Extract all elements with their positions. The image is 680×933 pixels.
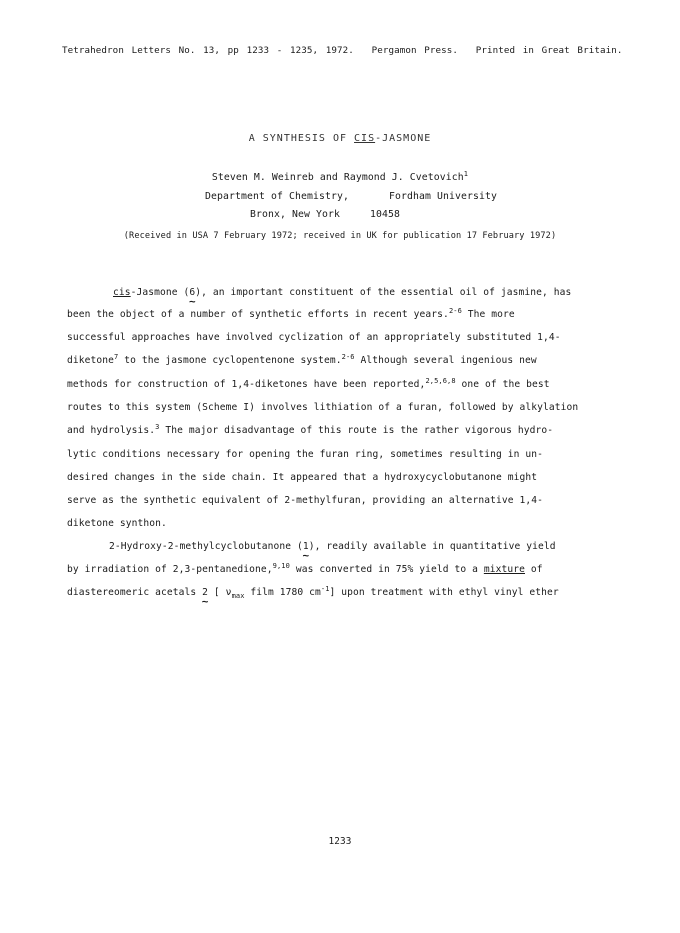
journal-citation: Tetrahedron Letters No. 13, pp 1233 - 1235, 1972. [62,45,354,56]
paragraph-line: routes to this system (Scheme I) involves lithiation of a furan, followed by alkylation [67,402,579,413]
paragraph-line: diketone$^7$ to the jasmone cyclopentenone system.$^{2-6}$ Although several ingenious new [67,353,537,366]
paragraph-line: by irradiation of 2,3-pentanedione,$^{9,10}$ was converted in 75% yield to a mixture of [67,562,543,575]
university: Fordham University [388,191,497,202]
paragraph-line: methods for construction of 1,4-diketones have been reported,$^{2,5,6,8}$ one of the best [67,377,550,390]
page-number: 1233 [328,836,352,847]
received-dates: (Received in USA 7 February 1972; received in UK for publication 17 February 1972) [123,231,557,241]
paragraph-line: diketone synthon. [67,518,167,529]
address-line [250,209,400,220]
affiliation-line [205,191,497,202]
paragraph-line: and hydrolysis.$^3$ The major disadvantage of this route is the rather vigorous hydro- [67,423,554,436]
printed-note: Printed in Great Britain. [475,45,623,56]
compound-ref: 6 ~ [188,287,196,308]
paragraph-line: desired changes in the side chain. It appeared that a hydroxycyclobutanone might [67,472,538,483]
paragraph-line: successful approaches have involved cyclization of an appropriately substituted 1,4- [67,332,561,343]
zip-code: 10458 [369,209,400,220]
running-header [62,45,623,56]
paragraph-line: diastereomeric acetals 2 ~ [ $\nu_{max}$ film 1780 $cm^{-1}$] upon treatment with ethyl vinyl ether [67,585,559,608]
paragraph-line: 2-Hydroxy-2-methylcyclobutanone (1 ~ ), readily available in quantitative yield [109,541,556,562]
compound-ref: 1 ~ [302,541,310,562]
paragraph-line: serve as the synthetic equivalent of 2-methylfuran, providing an alternative 1,4- [67,495,543,506]
author-footnote: 1 [463,170,469,178]
author-line [0,172,680,183]
author-names: Steven M. Weinreb and Raymond J. Cvetovich [211,172,464,183]
paragraph-line: lytic conditions necessary for opening the furan ring, sometimes resulting in un- [67,449,543,460]
paragraph-line: been the object of a number of synthetic efforts in recent years.$^{2-6}$ The more [67,307,515,320]
compound-ref: 2 ~ [201,587,209,608]
paragraph-line: cis-Jasmone (6 ~ ), an important constituent of the essential oil of jasmine, has [113,287,572,308]
article-title: A SYNTHESIS OF CIS-JASMONE [248,133,432,144]
department: Department of Chemistry, [205,191,349,202]
publisher: Pergamon Press. [371,45,459,56]
city: Bronx, New York [250,209,340,220]
